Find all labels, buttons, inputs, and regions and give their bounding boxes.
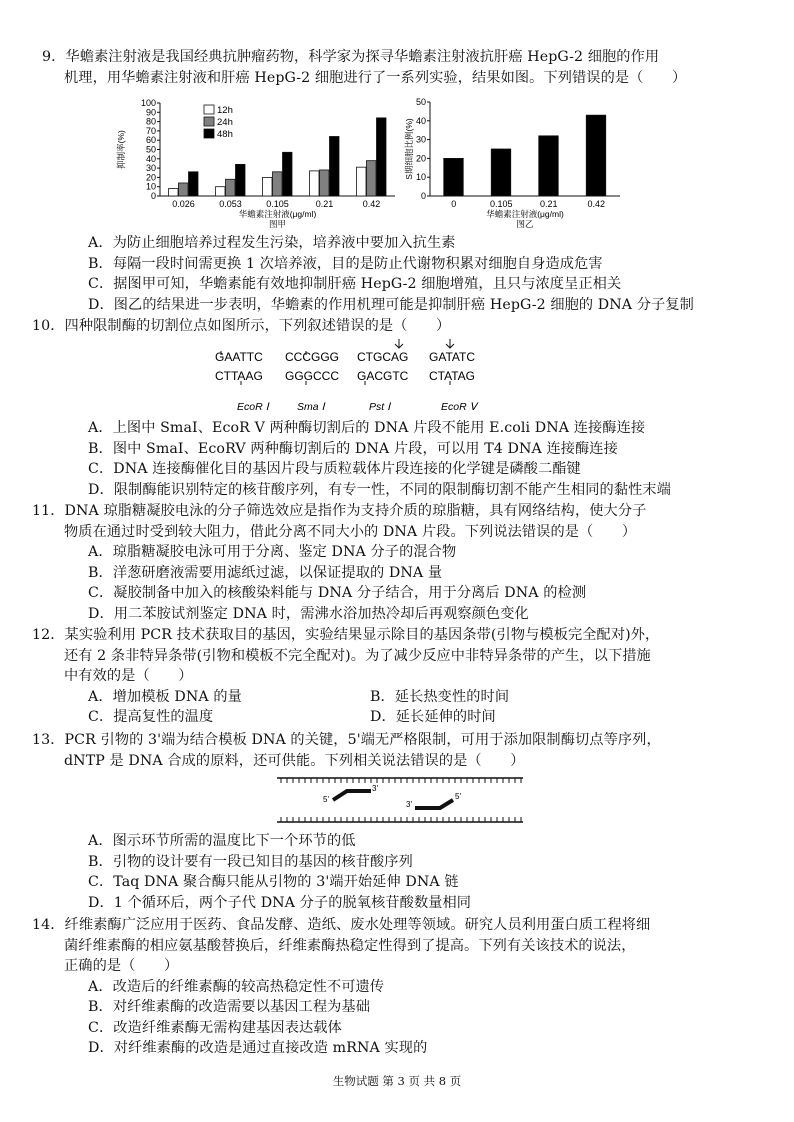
q13-option-b[interactable]: B．引物的设计要有一段已知目的基因的核苷酸序列: [88, 853, 413, 870]
ecor1-bottom-strand: CTTAAG: [215, 369, 263, 383]
bar: [236, 164, 246, 196]
q12-option-a[interactable]: A．增加模板 DNA 的量: [88, 688, 242, 705]
q11-stem-line2: 物质在通过时受到较大阻力，借此分离不同大小的 DNA 片段。下列说法错误的是（ ）: [64, 523, 637, 540]
bar: [330, 136, 340, 196]
pst1-label: Pst Ⅰ: [369, 401, 391, 413]
q14-stem-line2: 菌纤维素酶的相应氨基酸替换后，纤维素酶热稳定性得到了提高。下列有关该技术的说法，: [64, 937, 636, 954]
y-tick-label: 0: [150, 191, 156, 201]
x-axis-label: 华蟾素注射液(μg/ml): [238, 209, 317, 219]
q9-options: [44, 233, 754, 315]
primer2-3prime: 3': [406, 800, 412, 809]
q12-option-b[interactable]: B．延长热变性的时间: [370, 688, 510, 705]
x-tick-label: 0: [451, 199, 457, 209]
q10-stem: 10．四种限制酶的切割位点如图所示，下列叙述错误的是（ ）: [32, 318, 451, 334]
bar: [169, 189, 179, 196]
q10-option-b[interactable]: B．图中 SmaI、EcoRV 两种酶切割后的 DNA 片段，可以用 T4 DNA 连接酶连接: [88, 440, 618, 457]
q9-option-a[interactable]: A．为防止细胞培养过程发生污染，培养液中要加入抗生素: [88, 235, 456, 251]
q10-option-a[interactable]: A．上图中 SmaI、EcoR V 两种酶切割后的 DNA 片段不能用 E.coli DNA 连接酶连接: [88, 420, 646, 436]
question-11: [32, 501, 754, 624]
bar: [283, 152, 293, 196]
q10-option-c[interactable]: C．DNA 连接酶催化目的基因片段与质粒载体片段连接的化学键是磷酸二酯键: [88, 461, 581, 477]
y-tick-label: 100: [140, 98, 156, 108]
q11-option-d[interactable]: D．用二苯胺试剂鉴定 DNA 时，需沸水浴加热冷却后再观察颜色变化: [88, 605, 529, 622]
q12-option-c[interactable]: C．提高复性的温度: [88, 709, 214, 725]
question-9: [44, 47, 754, 88]
legend-label: 48h: [217, 129, 233, 140]
chart-title: 图乙: [516, 219, 534, 229]
chart-title: 图甲: [268, 219, 287, 229]
y-tick-label: 50: [415, 97, 426, 107]
y-tick-label: 0: [420, 191, 426, 201]
q9-option-b[interactable]: B．每隔一段时间需更换 1 次培养液，目的是防止代谢物积累对细胞自身造成危害: [88, 255, 603, 272]
pst1-bottom-strand: GACGTC: [357, 369, 409, 383]
legend-label: 24h: [217, 117, 233, 128]
q11-option-c[interactable]: C．凝胶制备中加入的核酸染料能与 DNA 分子结合，用于分离后 DNA 的检测: [88, 585, 587, 601]
enzyme-sma1: [285, 350, 339, 413]
y-tick-label: 80: [145, 116, 156, 127]
question-10: [32, 316, 754, 337]
x-tick-label: 0.21: [539, 199, 558, 209]
legend-swatch: [204, 129, 214, 138]
bar: [367, 161, 377, 196]
q12-option-d[interactable]: D．延长延伸的时间: [370, 709, 496, 725]
sma1-top-strand: CCCGGG: [285, 350, 339, 364]
q14-option-d[interactable]: D．对纤维素酶的改造是通过直接改造 mRNA 实现的: [88, 1040, 428, 1056]
question-12: [32, 625, 754, 728]
x-axis-label: 华蟾素注射液(μg/ml): [486, 209, 564, 219]
y-axis-label: S期细胞比例(%): [404, 118, 414, 180]
bar: [377, 118, 387, 196]
legend-swatch: [204, 117, 214, 126]
pst1-top-strand: CTGCAG: [357, 350, 409, 364]
bar: [273, 172, 283, 196]
y-tick-label: 20: [415, 153, 426, 164]
q10-options: [44, 418, 754, 500]
y-tick-label: 90: [145, 107, 156, 118]
ecor5-label: EcoR Ⅴ: [441, 401, 477, 413]
x-tick-label: 0.026: [172, 199, 195, 209]
y-axis-label: 抑制率(%): [116, 130, 126, 169]
x-tick-label: 0.42: [587, 199, 606, 209]
q12-stem-line2: 还有 2 条非特异条带(引物和模板不完全配对)。为了减少反应中非特异条带的产生，以下措施: [64, 647, 651, 664]
q9-option-c[interactable]: C．据图甲可知，华蟾素能有效地抑制肝癌 HepG-2 细胞增殖，且只与浓度呈正相关: [88, 276, 622, 292]
enzyme-pst1: [357, 339, 409, 413]
bar: [189, 172, 199, 196]
bar: [310, 171, 320, 196]
pcr-primer-diagram: [275, 773, 525, 828]
question-14: [32, 915, 754, 1059]
q13-stem-line1: 13．PCR 引物的 3'端为结合模板 DNA 的关键，5'端无严格限制，可用于添加限制酶切点等序列，: [32, 732, 661, 748]
primer1-5prime: 5': [323, 795, 329, 804]
q13-options: [44, 831, 754, 913]
bar: [586, 115, 606, 196]
q12-stem-line3: 中有效的是（ ）: [64, 668, 193, 684]
y-tick-label: 40: [415, 115, 426, 126]
y-tick-label: 70: [145, 125, 156, 136]
q9-stem-line2: 机理，用华蟾素注射液和肝癌 HepG-2 细胞进行了一系列实验，结果如图。下列错误的是（ ）: [64, 69, 687, 86]
q12-stem-line1: 12．某实验利用 PCR 技术获取目的基因，实验结果显示除目的基因条带(引物与模板完全配对)外，: [32, 627, 660, 643]
legend-label: 12h: [217, 105, 233, 116]
y-tick-label: 20: [145, 172, 156, 183]
bar: [539, 136, 559, 196]
q9-stem-line1: 9．华蟾素注射液是我国经典抗肿瘤药物，科学家为探寻华蟾素注射液抗肝癌 HepG-2 细胞的作用: [42, 49, 660, 65]
template-bottom-ticks: [281, 817, 521, 822]
primer2-5prime: 5': [455, 792, 461, 801]
x-tick-label: 0.053: [219, 199, 242, 209]
x-tick-label: 0.105: [489, 199, 513, 209]
y-tick-label: 10: [145, 181, 156, 192]
bar: [263, 177, 273, 196]
enzyme-ecor5: [429, 339, 480, 413]
q13-option-c[interactable]: C．Taq DNA 聚合酶只能从引物的 3'端开始延伸 DNA 链: [88, 874, 459, 890]
bar: [444, 158, 464, 196]
y-tick-label: 60: [145, 135, 156, 146]
ecor5-bottom-strand: CTATAG: [429, 369, 475, 383]
primer-2: [415, 800, 453, 808]
restriction-sites-figure: [205, 337, 505, 417]
ecor1-label: EcoR Ⅰ: [237, 401, 269, 413]
q14-stem-line3: 正确的是（ ）: [64, 958, 179, 974]
y-tick-label: 50: [145, 144, 156, 155]
q11-stem-line1: 11．DNA 琼脂糖凝胶电泳的分子筛选效应是指作为支持介质的琼脂糖，具有网络结构，使大分子: [32, 503, 647, 519]
q13-option-d[interactable]: D．1 个循环后，两个子代 DNA 分子的脱氧核苷酸数量相同: [88, 894, 472, 911]
ecor1-top-strand: GAATTC: [215, 350, 263, 364]
page-footer: 生物试题 第 3 页 共 8 页: [332, 1074, 462, 1088]
bar: [491, 149, 511, 196]
question-13: [32, 730, 754, 771]
bar: [320, 170, 330, 196]
primer-1: [333, 791, 371, 800]
bar: [216, 187, 226, 196]
legend-swatch: [204, 105, 214, 114]
q14-option-c[interactable]: C．改造纤维素酶无需构建基因表达载体: [88, 1019, 342, 1036]
q11-option-a[interactable]: A．琼脂糖凝胶电泳可用于分离、鉴定 DNA 分子的混合物: [88, 544, 457, 560]
q14-option-b[interactable]: B．对纤维素酶的改造需要以基因工程为基础: [88, 999, 370, 1015]
sma1-bottom-strand: GGGCCC: [285, 369, 339, 383]
x-tick-label: 0.21: [315, 199, 334, 209]
template-top-ticks: [281, 778, 521, 783]
x-tick-label: 0.105: [266, 199, 289, 209]
y-tick-label: 40: [145, 153, 156, 164]
chart-figure-yi: [398, 97, 638, 231]
q14-stem-line1: 14．纤维素酶广泛应用于医药、食品发酵、造纸、废水处理等领域。研究人员利用蛋白质工程将细: [32, 917, 651, 933]
x-tick-label: 0.42: [362, 199, 381, 209]
q10-option-d[interactable]: D．限制酶能识别特定的核苷酸序列，有专一性，不同的限制酶切割不能产生相同的黏性末端: [88, 481, 671, 498]
chart-figure-jia: [110, 97, 400, 231]
q13-option-a[interactable]: A．图示环节所需的温度比下一个环节的低: [88, 833, 356, 849]
primer1-3prime: 3': [372, 784, 378, 793]
enzyme-ecor1: [215, 350, 270, 413]
y-tick-label: 30: [415, 134, 426, 145]
y-tick-label: 30: [145, 163, 156, 174]
sma1-label: Sma Ⅰ: [297, 401, 325, 413]
q9-option-d[interactable]: D．图乙的结果进一步表明，华蟾素的作用机理可能是抑制肝癌 HepG-2 细胞的 DNA 分子复制: [88, 296, 694, 313]
bar: [357, 167, 367, 196]
q13-stem-line2: dNTP 是 DNA 合成的原料，还可供能。下列相关说法错误的是（ ）: [64, 752, 525, 769]
bar: [179, 183, 189, 196]
y-tick-label: 10: [415, 172, 426, 183]
q14-option-a[interactable]: A．改造后的纤维素酶的较高热稳定性不可遗传: [88, 978, 385, 995]
ecor5-top-strand: GATATC: [429, 350, 475, 364]
q11-option-b[interactable]: B．洋葱研磨液需要用滤纸过滤，以保证提取的 DNA 量: [88, 564, 443, 581]
bar: [226, 179, 236, 196]
